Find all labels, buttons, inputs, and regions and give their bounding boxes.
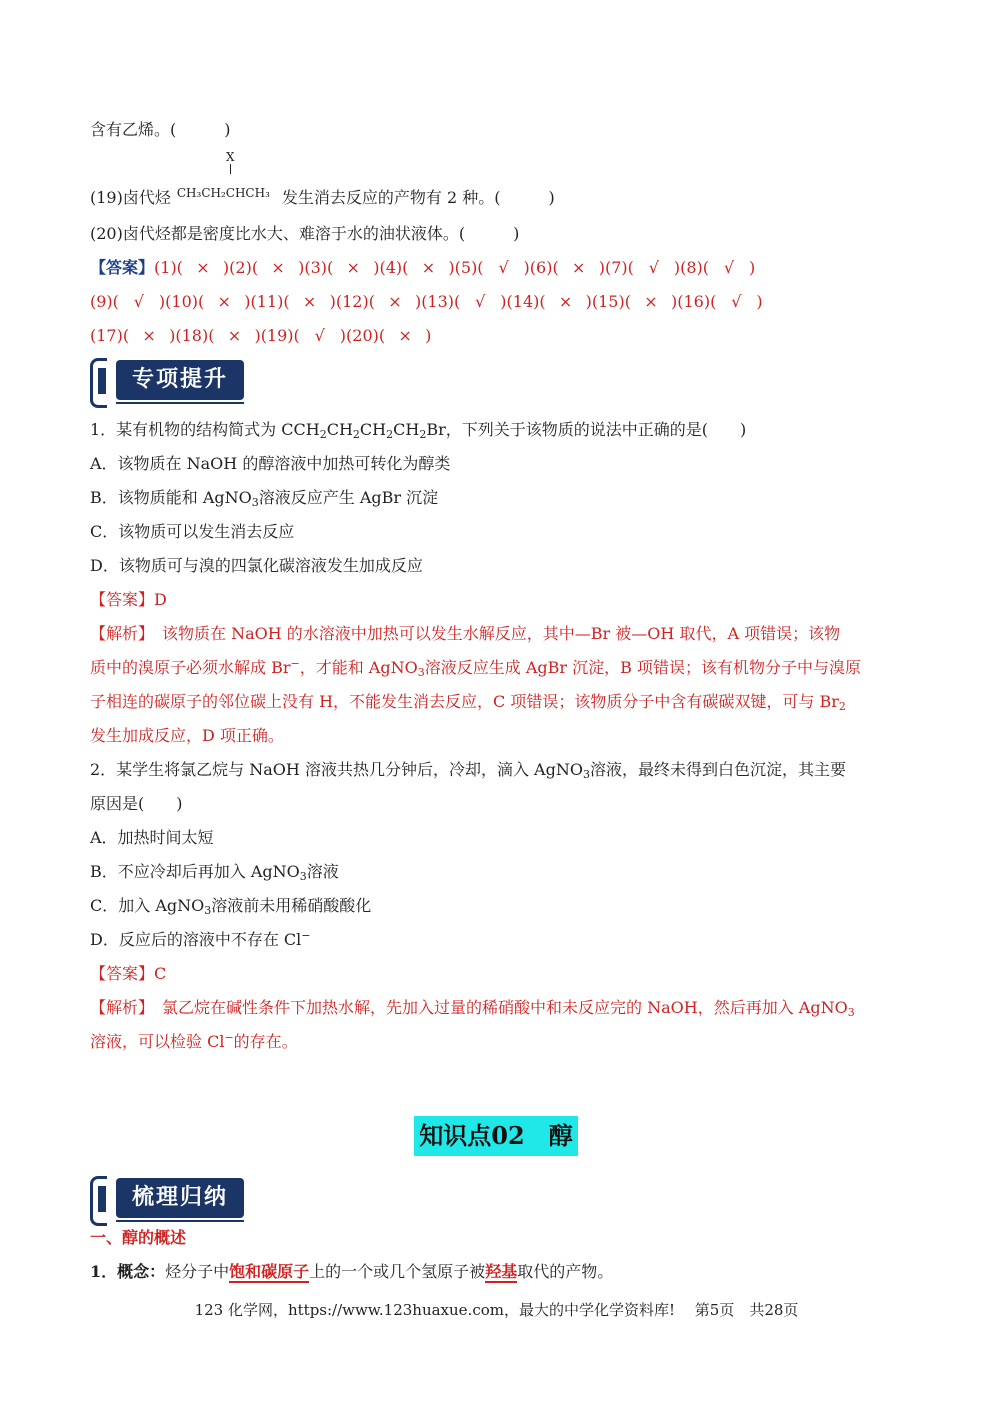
answer-number: (7)( xyxy=(604,258,634,277)
answer-number: (1)( xyxy=(154,258,183,277)
highlight-hydroxyl: 羟基 xyxy=(485,1262,518,1281)
p2-option-c: C．加入 AgNO$_3$溶液前未用稀硝酸酸化 xyxy=(90,896,372,917)
p1-option-a: A．该物质在 NaOH 的醇溶液中加热可转化为醇类 xyxy=(90,454,451,473)
p2-option-d: D．反应后的溶液中不存在 Cl− xyxy=(90,929,311,949)
cross-mark: × xyxy=(302,292,317,311)
q20: (20)卤代烃都是密度比水大、难溶于水的油状液体。( ) xyxy=(90,224,520,243)
cross-mark: × xyxy=(142,326,156,345)
structural-formula xyxy=(174,150,235,174)
section-title-summary: 梳理归纳 xyxy=(116,1178,244,1218)
p2-exp-1: 【解析】 氯乙烷在碱性条件下加热水解，先加入过量的稀硝酸中和未反应完的 NaOH，然后再加入 AgNO$_3$ xyxy=(90,998,855,1019)
answer-number: (17)( xyxy=(90,326,130,345)
cross-mark: × xyxy=(572,258,586,277)
p1-exp-1: 【解析】 该物质在 NaOH 的水溶液中加热可以发生水解反应，其中—Br 被—OH 取代，A 项错误；该物 xyxy=(90,624,841,643)
answer-item: (2)( × ) xyxy=(229,258,305,277)
answer-item: (8)( √ ) xyxy=(680,258,756,277)
cross-mark: × xyxy=(398,326,412,345)
p1-option-b: B．该物质能和 AgNO$_3$溶液反应产生 AgBr 沉淀 xyxy=(90,488,439,509)
answer-number: (11)( xyxy=(250,292,290,311)
p2-exp-2: 溶液，可以检验 Cl−的存在。 xyxy=(90,1031,298,1051)
cross-mark: × xyxy=(558,292,573,311)
answer-item: (17)( × ) xyxy=(90,326,176,345)
check-mark: √ xyxy=(133,292,144,311)
check-mark: √ xyxy=(648,258,659,277)
p2-option-b: B．不应冷却后再加入 AgNO$_3$溶液 xyxy=(90,862,339,883)
answers-row-2 xyxy=(90,292,763,312)
answer-number: (15)( xyxy=(591,292,631,311)
answers-row-1 xyxy=(90,258,755,278)
answer-item: (9)( √ ) xyxy=(90,292,166,311)
answer-item: (15)( × ) xyxy=(591,292,678,311)
p1-stem: 1．某有机物的结构简式为 $CCH_2CH_2CH_2CH_2Br$，下列关于该物质的说法中正确的是( ) xyxy=(90,420,747,441)
highlight-saturated-carbon: 饱和碳原子 xyxy=(229,1262,310,1281)
answer-item: (19)( √ ) xyxy=(260,326,347,345)
q19: (19)卤代烃 $^{CH_3CH_2CHCH_3}$ 发生消去反应的产物有 2 种。( ) xyxy=(90,186,555,207)
q18-tail: 含有乙烯。( ) xyxy=(90,120,231,139)
answer-item: (20)( × ) xyxy=(346,326,432,345)
cross-mark: × xyxy=(217,292,231,311)
p1-exp-4: 发生加成反应，D 项正确。 xyxy=(90,726,284,745)
p1-exp-2: 质中的溴原子必须水解成 Br−，才能和 AgNO$_3$溶液反应生成 AgBr 沉淀，B 项错误；该有机物分子中与溴原 xyxy=(90,657,861,679)
answer-number: (19)( xyxy=(260,326,300,345)
p1-option-c: C．该物质可以发生消去反应 xyxy=(90,522,295,541)
check-mark: √ xyxy=(498,258,509,277)
answer-number: (6)( xyxy=(529,258,559,277)
check-mark: √ xyxy=(731,292,742,311)
answer-number: (2)( xyxy=(229,258,259,277)
answer-number: (20)( xyxy=(346,326,386,345)
cross-mark: × xyxy=(346,258,360,277)
cross-mark: × xyxy=(421,258,436,277)
answer-item: (10)( × ) xyxy=(165,292,251,311)
p2-option-a: A．加热时间太短 xyxy=(90,828,214,847)
answer-item: (4)( × ) xyxy=(379,258,455,277)
answer-item: (18)( × ) xyxy=(175,326,261,345)
check-mark: √ xyxy=(723,258,735,277)
sub-heading: 一、醇的概述 xyxy=(90,1228,187,1247)
answer-number: (13)( xyxy=(421,292,461,311)
answer-number: (9)( xyxy=(90,292,119,311)
struct-x: X xyxy=(226,150,235,164)
answer-number: (18)( xyxy=(175,326,215,345)
answer-number: (5)( xyxy=(454,258,484,277)
answer-item: (12)( × ) xyxy=(335,292,422,311)
answers-row-3 xyxy=(90,326,431,346)
struct-formula: CH₃CH₂CHCH₃ xyxy=(176,186,270,200)
p1-answer: 【答案】D xyxy=(90,590,167,609)
answer-item: (16)( √ ) xyxy=(677,292,763,311)
p1-option-d: D．该物质可与溴的四氯化碳溶液发生加成反应 xyxy=(90,556,423,575)
section-title-special: 专项提升 xyxy=(116,360,244,400)
answer-item: (6)( × ) xyxy=(529,258,605,277)
answer-number: (12)( xyxy=(335,292,375,311)
cross-mark: × xyxy=(196,258,210,277)
answer-number: (8)( xyxy=(680,258,710,277)
cross-mark: × xyxy=(388,292,402,311)
p1-exp-3: 子相连的碳原子的邻位碳上没有 H，不能发生消去反应，C 项错误；该物质分子中含有碳碳双键，可与 $Br_2$ xyxy=(90,692,846,713)
cross-mark: × xyxy=(227,326,242,345)
answer-number: (16)( xyxy=(677,292,717,311)
answer-number: (10)( xyxy=(165,292,205,311)
check-mark: √ xyxy=(475,292,486,311)
cross-mark: × xyxy=(271,258,285,277)
answer-item: (5)( √ ) xyxy=(454,258,530,277)
check-mark: √ xyxy=(314,326,325,345)
answer-number: (3)( xyxy=(304,258,334,277)
answer-label: 【答案】 xyxy=(90,258,155,277)
answer-item: (1)( × ) xyxy=(154,258,230,277)
p2-stem-2: 原因是( ) xyxy=(90,794,183,813)
concept-line: 1．概念：烃分子中饱和碳原子上的一个或几个氢原子被羟基取代的产物。 xyxy=(90,1262,614,1281)
answer-number: (14)( xyxy=(506,292,546,311)
answer-item: (3)( × ) xyxy=(304,258,380,277)
answer-number: (4)( xyxy=(379,258,409,277)
answer-item: (13)( √ ) xyxy=(421,292,507,311)
answer-item: (7)( √ ) xyxy=(604,258,681,277)
cross-mark: × xyxy=(644,292,658,311)
answer-item: (14)( × ) xyxy=(506,292,592,311)
answer-item: (11)( × ) xyxy=(250,292,336,311)
p2-answer: 【答案】C xyxy=(90,964,167,983)
page-footer: 123 化学网，https://www.123huaxue.com，最大的中学化学资料库! 第5页 共28页 xyxy=(194,1301,799,1319)
p2-stem-1: 2．某学生将氯乙烷与 NaOH 溶液共热几分钟后，冷却，滴入 AgNO$_3$溶液，最终未得到白色沉淀，其主要 xyxy=(90,760,846,781)
knowledge-point-title: 知识点02 醇 xyxy=(414,1116,578,1156)
